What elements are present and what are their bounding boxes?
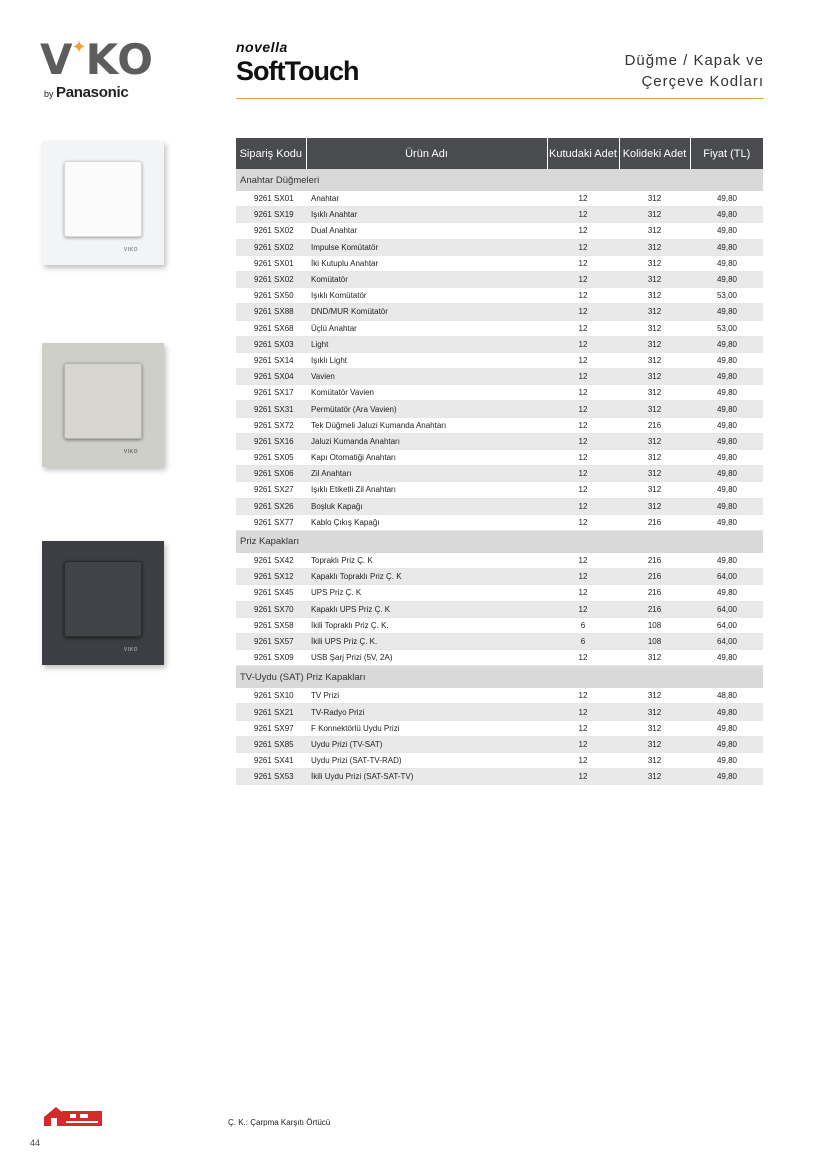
price-cell: 49,80: [690, 650, 763, 666]
product-image-white: [42, 141, 164, 265]
price-cell: 49,80: [690, 753, 763, 769]
price-cell: 49,80: [690, 239, 763, 255]
case-qty-cell: 216: [619, 569, 690, 585]
table-row: [236, 650, 763, 666]
series-name-top: novella: [236, 39, 288, 55]
table-row: [236, 369, 763, 385]
table-row: [236, 288, 763, 304]
section-row: [236, 169, 763, 191]
box-qty-cell: 12: [547, 688, 619, 704]
table-row: [236, 769, 763, 785]
case-qty-cell: 312: [619, 271, 690, 287]
page-heading: [625, 50, 764, 92]
case-qty-cell: 312: [619, 736, 690, 752]
product-name-cell: İkili Topraklı Priz Ç. K.: [306, 617, 547, 633]
product-name-cell: Uydu Prizi (SAT-TV-RAD): [306, 753, 547, 769]
box-qty-cell: 12: [547, 736, 619, 752]
case-qty-cell: 312: [619, 369, 690, 385]
table-row: [236, 450, 763, 466]
order-code-cell: 9261 SX21: [236, 704, 306, 720]
case-qty-cell: 216: [619, 417, 690, 433]
table-row: [236, 753, 763, 769]
byline-prefix: by: [44, 89, 54, 99]
col-header-case-qty: Kolideki Adet: [619, 138, 690, 169]
product-name-cell: Komütatör Vavien: [306, 385, 547, 401]
table-row: [236, 255, 763, 271]
case-qty-cell: 108: [619, 617, 690, 633]
price-cell: 48,80: [690, 688, 763, 704]
table-row: [236, 704, 763, 720]
box-qty-cell: 12: [547, 704, 619, 720]
order-code-cell: 9261 SX03: [236, 336, 306, 352]
table-row: [236, 553, 763, 569]
table-row: [236, 617, 763, 633]
table-row: [236, 223, 763, 239]
product-name-cell: Vavien: [306, 369, 547, 385]
price-cell: 49,80: [690, 433, 763, 449]
case-qty-cell: 312: [619, 688, 690, 704]
order-code-cell: 9261 SX17: [236, 385, 306, 401]
table-row: [236, 191, 763, 207]
order-code-cell: 9261 SX12: [236, 569, 306, 585]
box-qty-cell: 6: [547, 617, 619, 633]
order-code-cell: 9261 SX68: [236, 320, 306, 336]
case-qty-cell: 312: [619, 753, 690, 769]
box-qty-cell: 12: [547, 482, 619, 498]
box-qty-cell: 12: [547, 514, 619, 530]
product-name-cell: Üçlü Anahtar: [306, 320, 547, 336]
col-header-order-code: Sipariş Kodu: [236, 138, 306, 169]
col-header-box-qty: Kutudaki Adet: [547, 138, 619, 169]
product-name-cell: Kapaklı UPS Priz Ç. K: [306, 601, 547, 617]
box-qty-cell: 12: [547, 401, 619, 417]
product-name-cell: Kapı Otomatiği Anahtarı: [306, 450, 547, 466]
price-cell: 49,80: [690, 498, 763, 514]
case-qty-cell: 312: [619, 650, 690, 666]
table-row: [236, 336, 763, 352]
case-qty-cell: 216: [619, 601, 690, 617]
order-code-cell: 9261 SX57: [236, 633, 306, 649]
price-cell: 49,80: [690, 352, 763, 368]
house-logo-icon: [42, 1105, 104, 1127]
section-title: Priz Kapakları: [236, 530, 763, 553]
price-cell: 49,80: [690, 720, 763, 736]
box-qty-cell: 12: [547, 601, 619, 617]
box-qty-cell: 12: [547, 498, 619, 514]
product-name-cell: Işıklı Etiketli Zil Anahtarı: [306, 482, 547, 498]
box-qty-cell: 12: [547, 207, 619, 223]
product-name-cell: Kablo Çıkış Kapağı: [306, 514, 547, 530]
order-code-cell: 9261 SX27: [236, 482, 306, 498]
switch-brand-mark: VIKO: [123, 449, 138, 455]
order-code-cell: 9261 SX26: [236, 498, 306, 514]
order-code-cell: 9261 SX09: [236, 650, 306, 666]
series-name-main: SoftTouch: [236, 56, 359, 86]
product-name-cell: Uydu Prizi (TV-SAT): [306, 736, 547, 752]
switch-rocker: [64, 363, 142, 439]
viko-logo: [40, 35, 165, 104]
product-name-cell: UPS Priz Ç. K: [306, 585, 547, 601]
table-row: [236, 320, 763, 336]
product-name-cell: Dual Anahtar: [306, 223, 547, 239]
table-row: [236, 514, 763, 530]
price-cell: 64,00: [690, 633, 763, 649]
table-row: [236, 433, 763, 449]
switch-brand-mark: VIKO: [123, 247, 138, 253]
box-qty-cell: 12: [547, 223, 619, 239]
product-name-cell: Anahtar: [306, 191, 547, 207]
table-row: [236, 304, 763, 320]
product-name-cell: USB Şarj Prizi (5V, 2A): [306, 650, 547, 666]
box-qty-cell: 12: [547, 336, 619, 352]
table-row: [236, 736, 763, 752]
case-qty-cell: 312: [619, 769, 690, 785]
col-header-product-name: Ürün Adı: [306, 138, 547, 169]
price-cell: 49,80: [690, 553, 763, 569]
switch-rocker: [64, 561, 142, 637]
logo-text-left: V: [40, 35, 74, 84]
order-code-cell: 9261 SX42: [236, 553, 306, 569]
case-qty-cell: 312: [619, 498, 690, 514]
box-qty-cell: 12: [547, 385, 619, 401]
price-cell: 49,80: [690, 385, 763, 401]
case-qty-cell: 216: [619, 553, 690, 569]
table-row: [236, 239, 763, 255]
box-qty-cell: 12: [547, 450, 619, 466]
product-name-cell: Permütatör (Ara Vavien): [306, 401, 547, 417]
box-qty-cell: 12: [547, 553, 619, 569]
price-table: [236, 138, 763, 785]
order-code-cell: 9261 SX97: [236, 720, 306, 736]
price-cell: 49,80: [690, 207, 763, 223]
table-row: [236, 482, 763, 498]
table-row: [236, 569, 763, 585]
order-code-cell: 9261 SX05: [236, 450, 306, 466]
product-image-gray: [42, 343, 164, 467]
order-code-cell: 9261 SX31: [236, 401, 306, 417]
product-name-cell: TV-Radyo Prizi: [306, 704, 547, 720]
price-cell: 49,80: [690, 585, 763, 601]
product-name-cell: Işıklı Komütatör: [306, 288, 547, 304]
case-qty-cell: 108: [619, 633, 690, 649]
section-title: Anahtar Düğmeleri: [236, 169, 763, 191]
product-name-cell: Boşluk Kapağı: [306, 498, 547, 514]
order-code-cell: 9261 SX01: [236, 191, 306, 207]
price-cell: 49,80: [690, 223, 763, 239]
order-code-cell: 9261 SX14: [236, 352, 306, 368]
order-code-cell: 9261 SX70: [236, 601, 306, 617]
page-number: 44: [30, 1138, 41, 1148]
price-cell: 49,80: [690, 769, 763, 785]
order-code-cell: 9261 SX16: [236, 433, 306, 449]
box-qty-cell: 12: [547, 569, 619, 585]
order-code-cell: 9261 SX41: [236, 753, 306, 769]
price-cell: 49,80: [690, 369, 763, 385]
byline: [44, 84, 165, 101]
price-cell: 49,80: [690, 704, 763, 720]
case-qty-cell: 312: [619, 223, 690, 239]
product-image-anthracite: [42, 541, 164, 665]
switch-brand-mark: VIKO: [123, 647, 138, 653]
product-name-cell: İki Kutuplu Anahtar: [306, 255, 547, 271]
case-qty-cell: 312: [619, 191, 690, 207]
series-logo: [236, 40, 358, 88]
product-name-cell: Zil Anahtarı: [306, 466, 547, 482]
table-row: [236, 633, 763, 649]
case-qty-cell: 312: [619, 466, 690, 482]
product-name-cell: Komütatör: [306, 271, 547, 287]
case-qty-cell: 312: [619, 320, 690, 336]
case-qty-cell: 312: [619, 239, 690, 255]
price-cell: 64,00: [690, 569, 763, 585]
price-cell: 53,00: [690, 320, 763, 336]
order-code-cell: 9261 SX88: [236, 304, 306, 320]
product-name-cell: TV Prizi: [306, 688, 547, 704]
price-cell: 49,80: [690, 417, 763, 433]
table-row: [236, 601, 763, 617]
product-name-cell: İkili Uydu Prizi (SAT-SAT-TV): [306, 769, 547, 785]
price-cell: 49,80: [690, 191, 763, 207]
case-qty-cell: 312: [619, 450, 690, 466]
case-qty-cell: 312: [619, 401, 690, 417]
price-cell: 53,00: [690, 288, 763, 304]
order-code-cell: 9261 SX45: [236, 585, 306, 601]
box-qty-cell: 12: [547, 288, 619, 304]
box-qty-cell: 12: [547, 352, 619, 368]
product-name-cell: Light: [306, 336, 547, 352]
order-code-cell: 9261 SX04: [236, 369, 306, 385]
case-qty-cell: 312: [619, 720, 690, 736]
case-qty-cell: 312: [619, 433, 690, 449]
logo-text-right: KO: [85, 35, 154, 84]
order-code-cell: 9261 SX10: [236, 688, 306, 704]
price-cell: 49,80: [690, 514, 763, 530]
page-heading-line1: Düğme / Kapak ve: [624, 52, 764, 69]
table-row: [236, 352, 763, 368]
viko-wordmark: [40, 35, 165, 84]
price-cell: 49,80: [690, 401, 763, 417]
price-cell: 49,80: [690, 482, 763, 498]
order-code-cell: 9261 SX85: [236, 736, 306, 752]
col-header-price: Fiyat (TL): [690, 138, 763, 169]
box-qty-cell: 12: [547, 369, 619, 385]
footnote: Ç. K.: Çarpma Karşıtı Örtücü: [228, 1118, 331, 1127]
product-name-cell: Işıklı Light: [306, 352, 547, 368]
order-code-cell: 9261 SX06: [236, 466, 306, 482]
box-qty-cell: 12: [547, 769, 619, 785]
case-qty-cell: 312: [619, 704, 690, 720]
order-code-cell: 9261 SX19: [236, 207, 306, 223]
price-cell: 49,80: [690, 336, 763, 352]
table-row: [236, 688, 763, 704]
table-row: [236, 207, 763, 223]
table-header-row: [236, 138, 763, 169]
box-qty-cell: 12: [547, 720, 619, 736]
product-name-cell: Topraklı Priz Ç. K: [306, 553, 547, 569]
case-qty-cell: 312: [619, 385, 690, 401]
order-code-cell: 9261 SX77: [236, 514, 306, 530]
product-name-cell: Impulse Komütatör: [306, 239, 547, 255]
spark-icon: ✦: [71, 37, 88, 58]
case-qty-cell: 312: [619, 288, 690, 304]
case-qty-cell: 312: [619, 304, 690, 320]
box-qty-cell: 6: [547, 633, 619, 649]
table-row: [236, 401, 763, 417]
table-row: [236, 585, 763, 601]
order-code-cell: 9261 SX72: [236, 417, 306, 433]
box-qty-cell: 12: [547, 417, 619, 433]
order-code-cell: 9261 SX01: [236, 255, 306, 271]
box-qty-cell: 12: [547, 191, 619, 207]
order-code-cell: 9261 SX02: [236, 271, 306, 287]
table-row: [236, 498, 763, 514]
price-cell: 49,80: [690, 271, 763, 287]
box-qty-cell: 12: [547, 753, 619, 769]
product-name-cell: DND/MUR Komütatör: [306, 304, 547, 320]
case-qty-cell: 312: [619, 207, 690, 223]
table-row: [236, 417, 763, 433]
box-qty-cell: 12: [547, 650, 619, 666]
product-name-cell: İkili UPS Priz Ç. K.: [306, 633, 547, 649]
product-name-cell: Kapaklı Topraklı Priz Ç. K: [306, 569, 547, 585]
order-code-cell: 9261 SX58: [236, 617, 306, 633]
product-name-cell: F Konnektörlü Uydu Prizi: [306, 720, 547, 736]
switch-rocker: [64, 161, 142, 237]
box-qty-cell: 12: [547, 304, 619, 320]
box-qty-cell: 12: [547, 255, 619, 271]
price-cell: 49,80: [690, 255, 763, 271]
price-cell: 49,80: [690, 466, 763, 482]
product-name-cell: Jaluzi Kumanda Anahtarı: [306, 433, 547, 449]
price-cell: 49,80: [690, 304, 763, 320]
order-code-cell: 9261 SX50: [236, 288, 306, 304]
case-qty-cell: 312: [619, 482, 690, 498]
case-qty-cell: 312: [619, 255, 690, 271]
case-qty-cell: 312: [619, 336, 690, 352]
product-name-cell: Işıklı Anahtar: [306, 207, 547, 223]
price-cell: 49,80: [690, 736, 763, 752]
case-qty-cell: 216: [619, 514, 690, 530]
box-qty-cell: 12: [547, 466, 619, 482]
byline-brand: Panasonic: [56, 84, 129, 101]
section-row: [236, 666, 763, 689]
header-divider: [236, 98, 764, 99]
order-code-cell: 9261 SX02: [236, 239, 306, 255]
table-row: [236, 720, 763, 736]
table-row: [236, 466, 763, 482]
price-cell: 49,80: [690, 450, 763, 466]
order-code-cell: 9261 SX53: [236, 769, 306, 785]
box-qty-cell: 12: [547, 585, 619, 601]
price-cell: 64,00: [690, 601, 763, 617]
section-row: [236, 530, 763, 553]
table-row: [236, 271, 763, 287]
box-qty-cell: 12: [547, 239, 619, 255]
order-code-cell: 9261 SX02: [236, 223, 306, 239]
price-cell: 64,00: [690, 617, 763, 633]
case-qty-cell: 312: [619, 352, 690, 368]
table-body: [236, 169, 763, 785]
page-heading-line2: Çerçeve Kodları: [641, 73, 764, 90]
box-qty-cell: 12: [547, 433, 619, 449]
box-qty-cell: 12: [547, 320, 619, 336]
box-qty-cell: 12: [547, 271, 619, 287]
case-qty-cell: 216: [619, 585, 690, 601]
section-title: TV-Uydu (SAT) Priz Kapakları: [236, 666, 763, 689]
table-row: [236, 385, 763, 401]
product-name-cell: Tek Düğmeli Jaluzi Kumanda Anahtarı: [306, 417, 547, 433]
